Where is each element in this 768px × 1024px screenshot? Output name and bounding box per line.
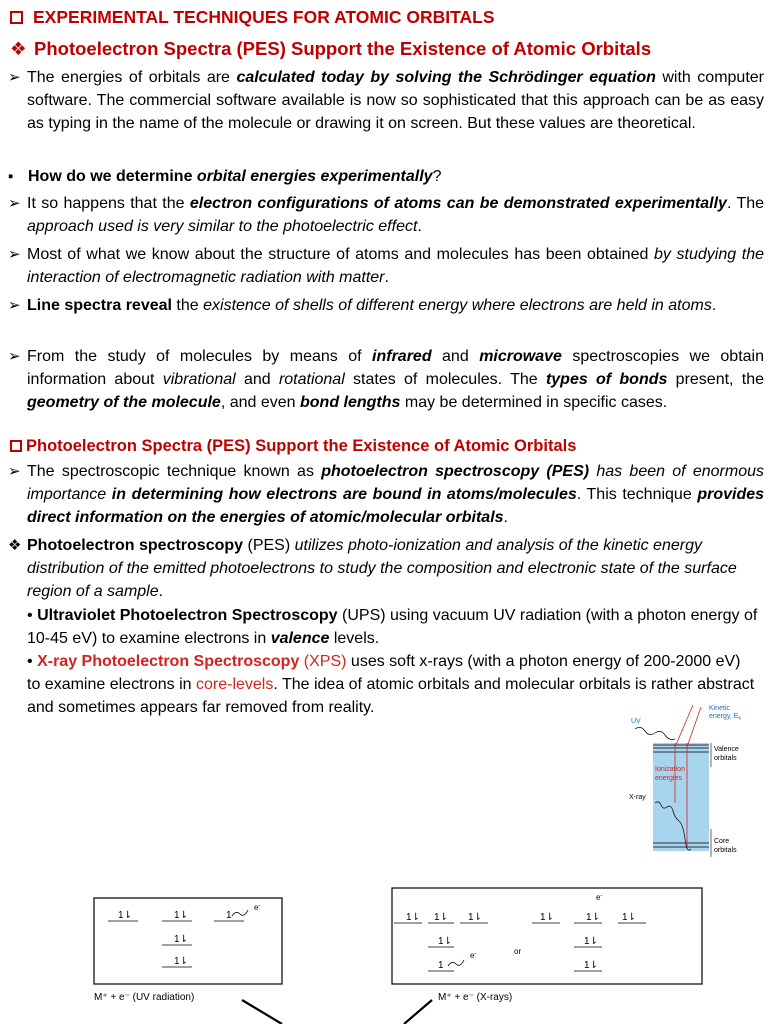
- diamond-bullet-icon: ❖: [10, 38, 27, 59]
- paragraph-pes-technique: ➢ The spectroscopic technique known as photoelectron spectroscopy (PES) has been of enormous importance in determining how electrons are bound in atoms/molecules. This technique provides direct information on the energies of atomic/molecular orbitals.: [8, 460, 764, 529]
- core-label-line1: Core: [714, 838, 730, 845]
- paragraph-electron-configurations: ➢ It so happens that the electron configurations of atoms can be demonstrated experimentally. The approach used is very similar to the photoelectric effect.: [8, 192, 764, 238]
- kinetic-label-line1: Kinetic: [709, 705, 731, 712]
- orbital-box-diagrams: [92, 884, 712, 1024]
- arrow-bullet-icon: ➢: [8, 297, 21, 314]
- orbital-pair: 1⇂: [174, 910, 188, 921]
- ionization-label-line2: energies: [655, 775, 682, 782]
- paragraph-spectroscopies: ➢ From the study of molecules by means of infrared and microwave spectroscopies we obtain information about vibrational and rotational states of molecules. The types of bonds present, the geometry of the molecule, and even bond lengths may be determined in specific cases.: [8, 345, 764, 414]
- core-label-line2: orbitals: [714, 847, 737, 854]
- orbital-pair: 1⇂: [406, 912, 420, 923]
- arrow-bullet-icon: ➢: [8, 463, 21, 480]
- checkbox-square-icon: [10, 440, 22, 452]
- paragraph-electromagnetic-radiation: ➢ Most of what we know about the structure of atoms and molecules has been obtained by studying the interaction of electromagnetic radiation with matter.: [8, 243, 764, 289]
- orbital-pair: 1⇂: [438, 936, 452, 947]
- diamond-bullet-icon: ❖: [8, 537, 22, 554]
- kinetic-label-line2: energy, $E_k$: [709, 713, 741, 722]
- valence-label-line1: Valence: [714, 746, 739, 753]
- orbital-pair: 1⇂: [174, 956, 188, 967]
- orbital-pair: 1⇂: [584, 936, 598, 947]
- orbital-pair: 1⇂: [118, 910, 132, 921]
- orbital-pair: 1⇂: [174, 934, 188, 945]
- square-bullet-icon: ▪: [8, 168, 14, 185]
- valence-label-line2: orbitals: [714, 755, 737, 762]
- uv-photon: [635, 727, 675, 739]
- sample-band: [653, 743, 709, 851]
- arrow-bullet-icon: ➢: [8, 246, 21, 263]
- orbital-single: 1: [226, 910, 232, 921]
- arrow-bullet-icon: ➢: [8, 69, 21, 86]
- orbital-pair: 1⇂: [434, 912, 448, 923]
- paragraph-question: ▪ How do we determine orbital energies experimentally?: [8, 165, 764, 188]
- checkbox-square-icon: [10, 11, 23, 24]
- ionization-label-line1: Ionization: [655, 766, 685, 773]
- paragraph-orbital-energies: ➢ The energies of orbitals are calculated today by solving the Schrödinger equation with computer software. The commercial software available is now so sophisticated that this approach can be as easy as typing in the name of the molecule or drawing it on screen. But these values are theoretical.: [8, 66, 764, 135]
- electron-label: e-: [470, 951, 477, 960]
- main-heading: EXPERIMENTAL TECHNIQUES FOR ATOMIC ORBITALS: [10, 7, 495, 28]
- photoemission-energy-diagram: [617, 699, 767, 861]
- xray-label: X-ray: [629, 794, 646, 801]
- orbital-pair: 1⇂: [586, 912, 600, 923]
- paragraph-pes-definition: ❖ Photoelectron spectroscopy (PES) utilizes photo-ionization and analysis of the kinetic energy distribution of the emitted photoelectrons to study the composition and electronic state of the surface region of a sample.: [8, 534, 764, 603]
- orbital-single: 1: [438, 960, 444, 971]
- section-heading: ❖ Photoelectron Spectra (PES) Support the Existence of Atomic Orbitals: [10, 38, 652, 59]
- orbital-pair: 1⇂: [622, 912, 636, 923]
- orbital-pair: 1⇂: [584, 960, 598, 971]
- arrow-bullet-icon: ➢: [8, 195, 21, 212]
- electron-label: e-: [596, 893, 603, 902]
- pes-heading: Photoelectron Spectra (PES) Support the Existence of Atomic Orbitals: [10, 437, 576, 456]
- orbital-pair: 1⇂: [540, 912, 554, 923]
- xray-caption: M⁺ + e⁻ (X-rays): [438, 992, 513, 1003]
- xps-item: • X-ray Photoelectron Spectroscopy (XPS) uses soft x-rays (with a photon energy of 200-2000 eV) to examine electrons in core-levels. The idea of atomic orbitals and molecular orbitals is rather abstract and sometimes appears far removed from reality.: [27, 653, 755, 716]
- paragraph-line-spectra: ➢ Line spectra reveal the existence of shells of different energy where electrons are held in atoms.: [8, 294, 764, 317]
- uv-caption: M⁺ + e⁻ (UV radiation): [94, 992, 195, 1003]
- electron-label: e-: [254, 903, 261, 912]
- arrow-bullet-icon: ➢: [8, 348, 21, 365]
- uv-label: UV: [631, 718, 641, 725]
- or-label: or: [514, 947, 522, 956]
- ups-item: • Ultraviolet Photoelectron Spectroscopy (UPS) using vacuum UV radiation (with a photon energy of 10-45 eV) to examine electrons in valence levels.: [27, 607, 758, 647]
- orbital-pair: 1⇂: [468, 912, 482, 923]
